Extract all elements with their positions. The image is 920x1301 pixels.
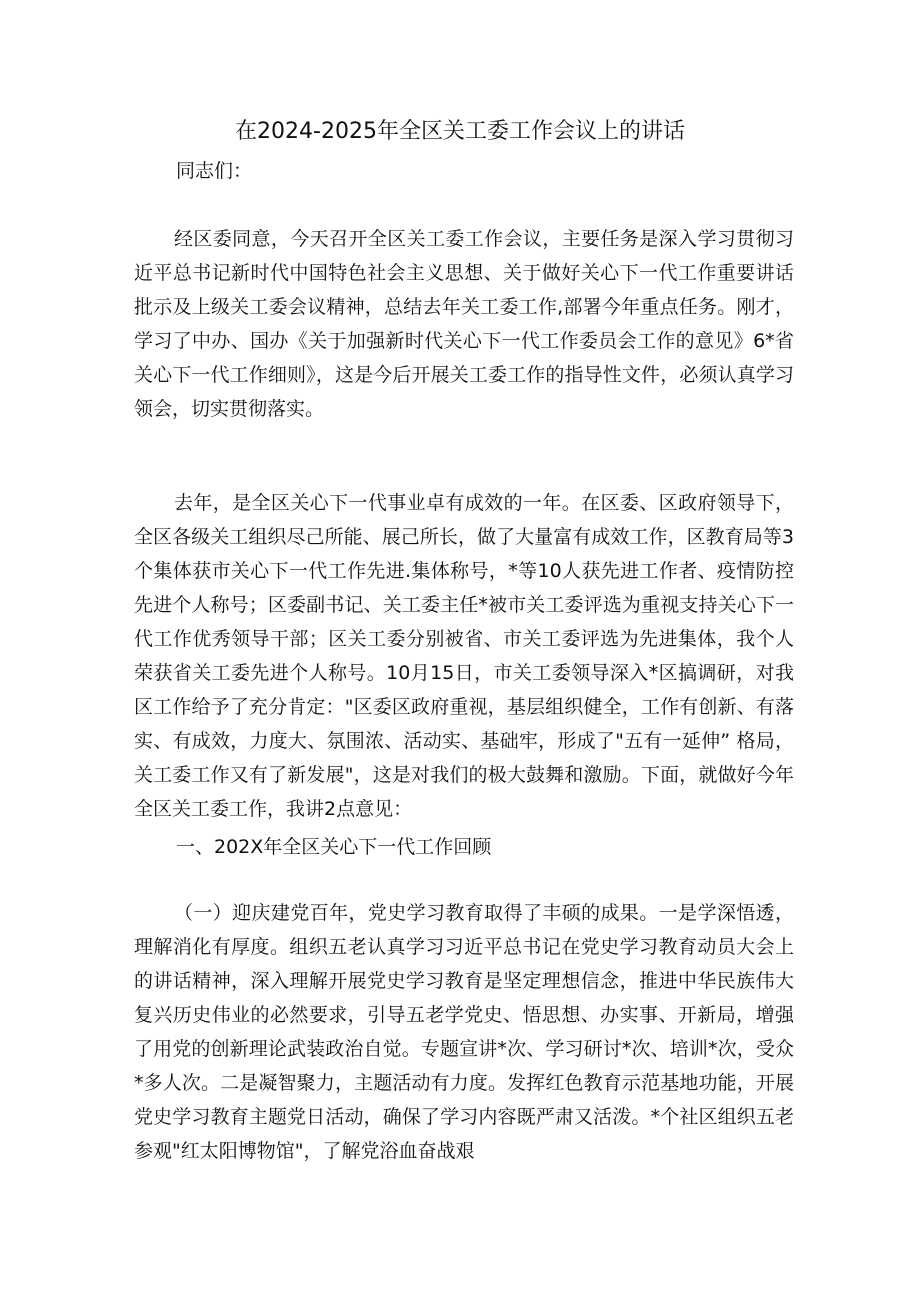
- section-heading: 一、202X年全区关心下一代工作回顾: [176, 836, 492, 858]
- salutation: 同志们：: [176, 160, 253, 182]
- paragraph-party-history: （一）迎庆建党百年，党史学习教育取得了丰硕的成果。一是学深悟透，理解消化有厚度。组织五老认真学习习近平总书记在党史学习教育动员大会上的讲话精神，深入理解开展党史学习教育是坚定理想信念，推进中华民族伟大复兴历史伟业的必然要求，引导五老学党史、悟思想、办实事、开新局，增强了用党的创新理论武装政治自觉。专题宣讲*次、学习研讨*次、培训*次，受众*多人次。二是凝智聚力，主题活动有力度。发挥红色教育示范基地功能，开展党史学习教育主题党日活动，确保了学习内容既严肃又活泼。*个社区组织五老参观"红太阳博物馆"，了解党浴血奋战艰: [134, 902, 794, 1162]
- document-title: 在2024-2025年全区关工委工作会议上的讲话: [235, 119, 685, 144]
- paragraph-last-year: 去年，是全区关心下一代事业卓有成效的一年。在区委、区政府领导下，全区各级关工组织尽己所能、展己所长，做了大量富有成效工作，区教育局等3个集体获市关心下一代工作先进.集体称号，*等10人获先进工作者、疫情防控先进个人称号；区委副书记、关工委主任*被市关工委评选为重视支持关心下一代工作优秀领导干部；区关工委分别被省、市关工委评选为先进集体，我个人荣获省关工委先进个人称号。10月15日，市关工委领导深入*区搞调研，对我区工作给予了充分肯定："区委区政府重视，基层组织健全，工作有创新、有落实、有成效，力度大、氛围浓、活动实、基础牢，形成了"五有一延伸” 格局，关工委工作又有了新发展"，这是对我们的极大鼓舞和激励。下面，就做好今年全区关工委工作，我讲2点意见：: [134, 492, 794, 820]
- paragraph-intro: 经区委同意，今天召开全区关工委工作会议，主要任务是深入学习贯彻习近平总书记新时代中国特色社会主义思想、关于做好关心下一代工作重要讲话批示及上级关工委会议精神，总结去年关工委工作,部署今年重点任务。刚才，学习了中办、国办《关于加强新时代关心下一代工作委员会工作的意见》6*省关心下一代工作细则》，这是今后开展关工委工作的指导性文件，必须认真学习领会，切实贯彻落实。: [134, 228, 794, 420]
